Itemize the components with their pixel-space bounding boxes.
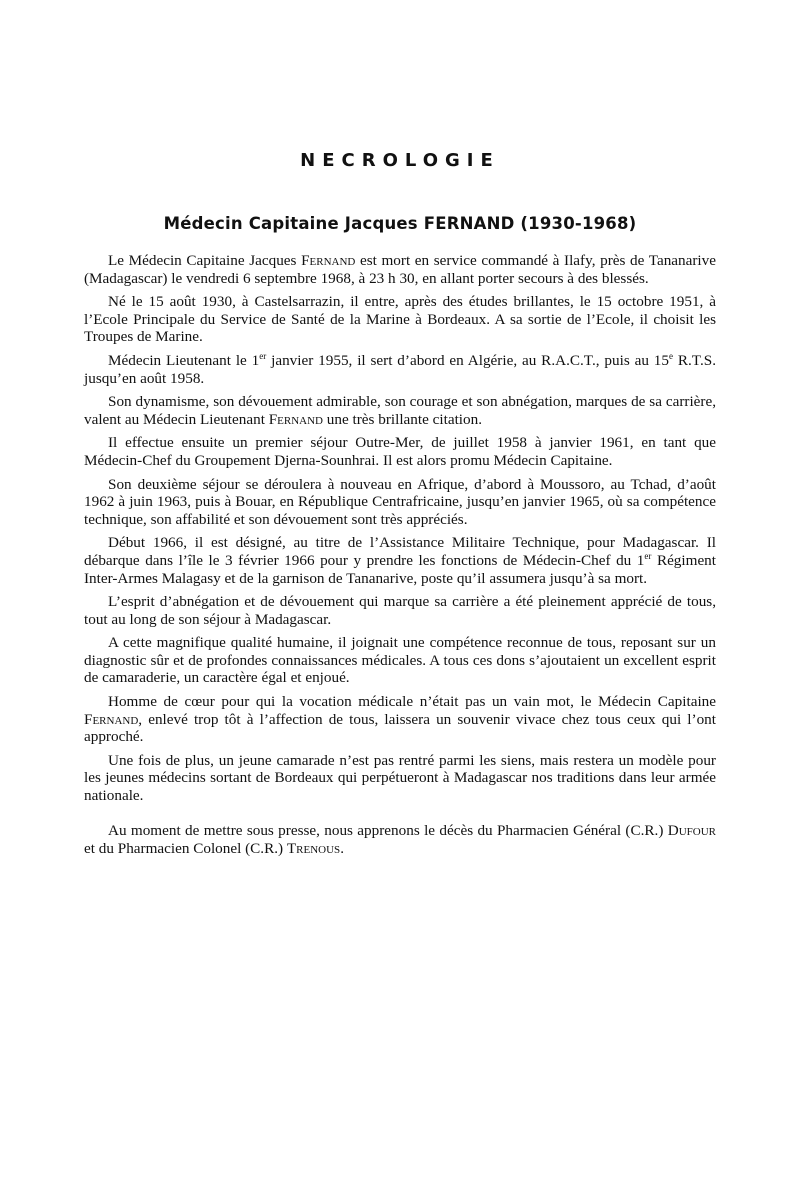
text-run: une très brillante citation. [323,410,482,428]
surname: Fernand [268,410,323,428]
paragraph-2: Né le 15 août 1930, à Castelsarrazin, il entre, après des études brillantes, le 15 octobre 1951, à l’Ecole Principale du Service de Santé de la Marine à Bordeaux. A sa sortie de l’Ecole, il choisit les Troupes de Marine. [84,293,716,346]
text-run: Début 1966, il est désigné, au titre de l’Assistance Militaire Technique, pour Madagascar. Il débarque dans l’île le 3 février 1966 pour y prendre les fonctions de Médecin-Chef du 1 [84,534,716,569]
paragraph-1 [84,252,716,287]
text-run: Au moment de mettre sous presse, nous apprenons le décès du Pharmacien Général (C.R.) [108,822,668,839]
press-note [84,822,716,857]
text-run: , enlevé trop tôt à l’affection de tous, laissera un souvenir vivace chez tous ceux qui l’ont approché. [84,710,716,746]
text-run: janvier 1955, il sert d’abord en Algérie, au R.A.C.T., puis au 15 [266,351,669,369]
article-title: Médecin Capitaine Jacques FERNAND (1930-1968) [163,214,637,233]
surname: Fernand [84,710,139,728]
paragraph-11: Une fois de plus, un jeune camarade n’est pas rentré parmi les siens, mais restera un modèle pour les jeunes médecins sortant de Bordeaux qui perpétueront à Madagascar nos traditions dans leur armée nationale. [84,751,716,805]
surname: Fernand [301,252,356,269]
section-heading: NECROLOGIE [300,150,500,171]
text-run: et du Pharmacien Colonel (C.R.) [84,839,287,857]
superscript: e [669,350,673,361]
paragraph-10 [84,693,716,746]
text-run: Le Médecin Capitaine Jacques [108,252,302,269]
text-run: Homme de cœur pour qui la vocation médicale n’était pas un vain mot, le Médecin Capitaine [108,693,716,711]
superscript: er [259,350,267,361]
paragraph-8: L’esprit d’abnégation et de dévouement qui marque sa carrière a été pleinement apprécié de tous, tout au long de son séjour à Madagascar. [84,593,716,628]
text-run: est mort en service commandé à Ilafy, près de Tananarive (Madagascar) le vendredi 6 septembre 1968, à 23 h 30, en allant porter secours à des blessés. [84,252,716,287]
text-run: . [340,839,344,857]
surname: Dufour [667,822,716,839]
text-run: Régiment Inter-Armes Malagasy et de la garnison de Tananarive, poste qu’il assumera jusqu’à sa mort. [84,551,716,587]
paragraph-3 [84,352,716,387]
superscript: er [644,550,652,561]
paragraph-6: Son deuxième séjour se déroulera à nouveau en Afrique, d’abord à Moussoro, au Tchad, d’août 1962 à juin 1963, puis à Bouar, en République Centrafricaine, jusqu’en janvier 1965, où sa compétence technique, son affabilité et son dévouement sont très appréciés. [84,475,716,528]
text-run: R.T.S. jusqu’en août 1958. [84,351,716,387]
paragraph-7 [84,534,716,587]
paragraph-4 [84,393,716,428]
article-body [84,252,716,811]
note-paragraph [84,822,716,857]
surname: Trenous [286,839,341,857]
paragraph-5: Il effectue ensuite un premier séjour Outre-Mer, de juillet 1958 à janvier 1961, en tant que Médecin-Chef du Groupement Djerna-Sounhrai. Il est alors promu Médecin Capitaine. [84,434,716,469]
text-run: Son dynamisme, son dévouement admirable, son courage et son abnégation, marques de sa carrière, valent au Médecin Lieutenant [84,393,716,428]
text-run: Médecin Lieutenant le 1 [108,351,260,369]
paragraph-9: A cette magnifique qualité humaine, il joignait une compétence reconnue de tous, reposant sur un diagnostic sûr et de profondes connaissances médicales. A tous ces dons s’ajoutaient un excellent esprit de camaraderie, un caractère égal et enjoué. [84,634,716,687]
